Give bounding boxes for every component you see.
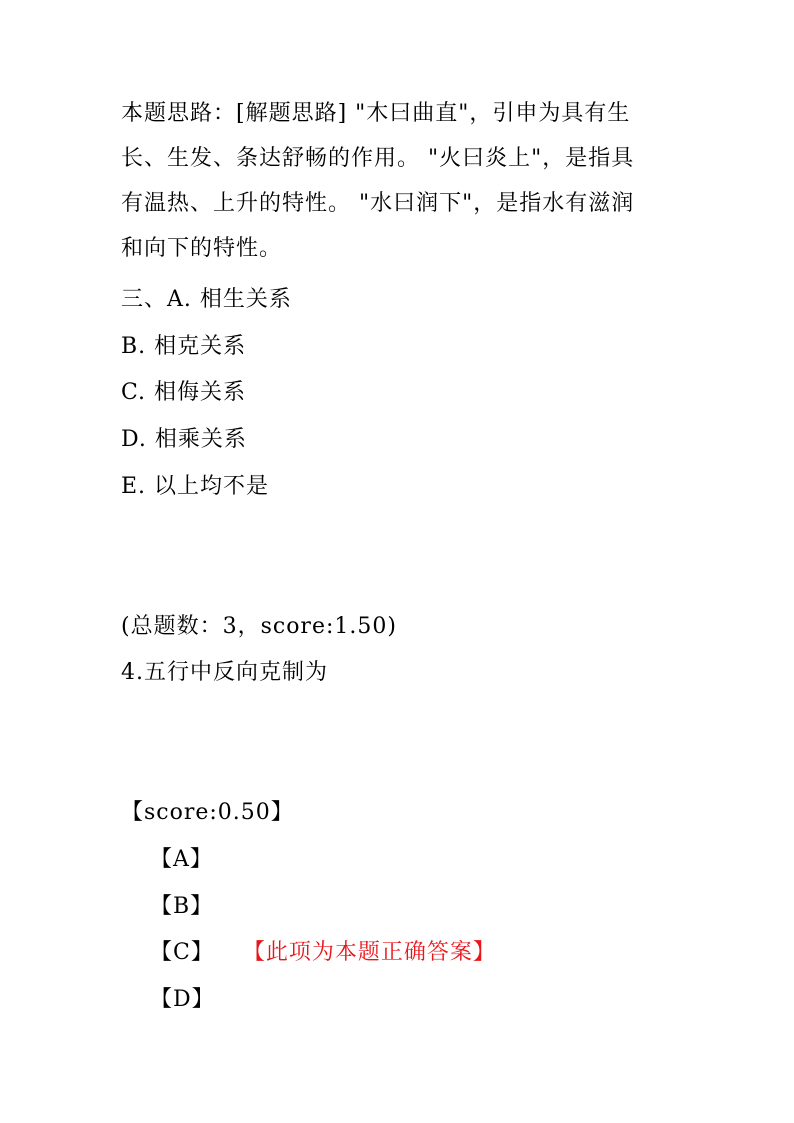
question-title: 4.五行中反向克制为	[121, 660, 328, 685]
option-prev-e: E. 以上均不是	[121, 474, 270, 499]
explanation-line: 有温热、上升的特性。 "水曰润下"，是指水有滋润	[121, 191, 635, 216]
option-prev-b: B. 相克关系	[121, 334, 247, 359]
option-prev-a: 三、A. 相生关系	[121, 287, 292, 312]
option-prev-d: D. 相乘关系	[121, 427, 247, 452]
answer-option-c: 【C】	[150, 940, 214, 965]
answer-option-c-row	[150, 938, 496, 968]
correct-answer-note: 【此项为本题正确答案】	[253, 940, 496, 965]
explanation-paragraph	[121, 91, 681, 271]
answer-option-d: 【D】	[150, 987, 215, 1012]
answer-option-b: 【B】	[150, 894, 214, 919]
answer-option-a: 【A】	[150, 847, 213, 872]
score-label: 【score:0.50】	[121, 800, 294, 825]
option-prev-c: C. 相侮关系	[121, 380, 247, 405]
explanation-line: 长、生发、条达舒畅的作用。 "火曰炎上"，是指具	[121, 146, 635, 171]
explanation-line: 和向下的特性。	[121, 236, 283, 261]
explanation-line: 本题思路：[解题思路] "木曰曲直"，引申为具有生	[121, 101, 631, 126]
question-summary: (总题数：3，score:1.50)	[121, 614, 397, 639]
